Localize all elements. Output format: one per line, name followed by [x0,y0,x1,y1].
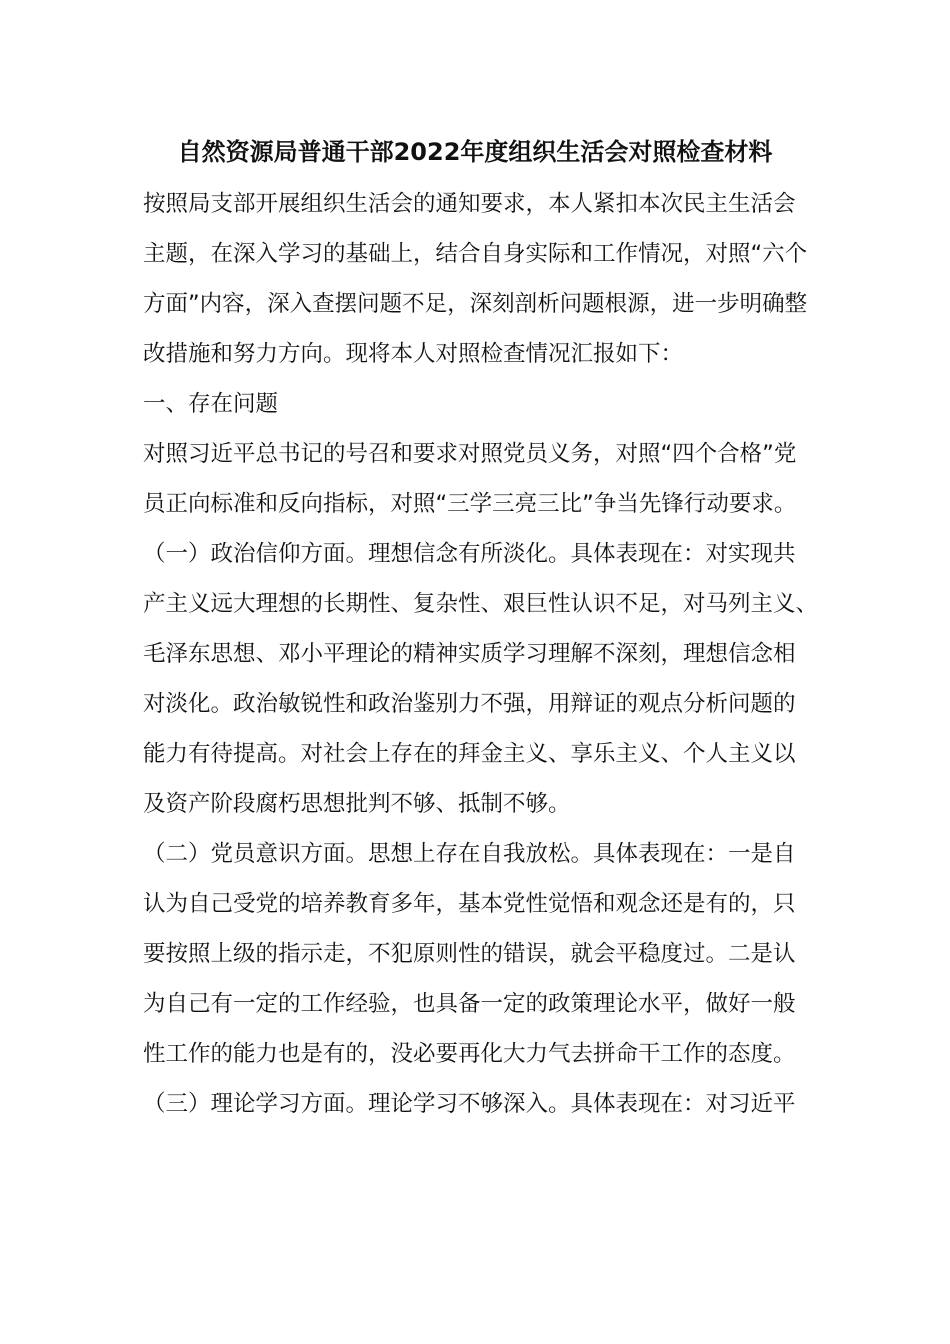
body-line: 对淡化。政治敏锐性和政治鉴别力不强，用辩证的观点分析问题的 [143,691,796,717]
section-heading: 一、存在问题 [143,391,279,417]
body-line: 员正向标准和反向指标，对照“三学三亮三比”争当先锋行动要求。 [143,491,797,517]
body-line: 性工作的能力也是有的，没必要再化大力气去拼命干工作的态度。 [143,1041,796,1067]
body-line: （二）党员意识方面。思想上存在自我放松。具体表现在：一是自 [143,841,796,867]
body-line: 方面”内容，深入查摆问题不足，深刻剖析问题根源，进一步明确整 [143,291,808,317]
body-line: 毛泽东思想、邓小平理论的精神实质学习理解不深刻，理想信念相 [143,641,796,667]
body-line: （三）理论学习方面。理论学习不够深入。具体表现在：对习近平 [143,1091,796,1117]
document-body [143,179,833,1129]
body-line: 要按照上级的指示走，不犯原则性的错误，就会平稳度过。二是认 [143,941,796,967]
body-line: 对照习近平总书记的号召和要求对照党员义务，对照“四个合格”党 [143,441,797,467]
body-line: 及资产阶段腐朽思想批判不够、抵制不够。 [143,791,571,817]
body-line: 认为自己受党的培养教育多年，基本党性觉悟和观念还是有的，只 [143,891,796,917]
body-line: （一）政治信仰方面。理想信念有所淡化。具体表现在：对实现共 [143,541,796,567]
body-line: 产主义远大理想的长期性、复杂性、艰巨性认识不足，对马列主义、 [143,591,819,617]
document-title: 自然资源局普通干部2022年度组织生活会对照检查材料 [177,138,773,166]
body-line: 主题，在深入学习的基础上，结合自身实际和工作情况，对照“六个 [143,241,808,267]
body-line: 能力有待提高。对社会上存在的拜金主义、享乐主义、个人主义以 [143,741,796,767]
body-line: 改措施和努力方向。现将本人对照检查情况汇报如下： [143,341,684,367]
body-line: 按照局支部开展组织生活会的通知要求，本人紧扣本次民主生活会 [143,191,796,217]
body-line: 为自己有一定的工作经验，也具备一定的政策理论水平，做好一般 [143,991,796,1017]
